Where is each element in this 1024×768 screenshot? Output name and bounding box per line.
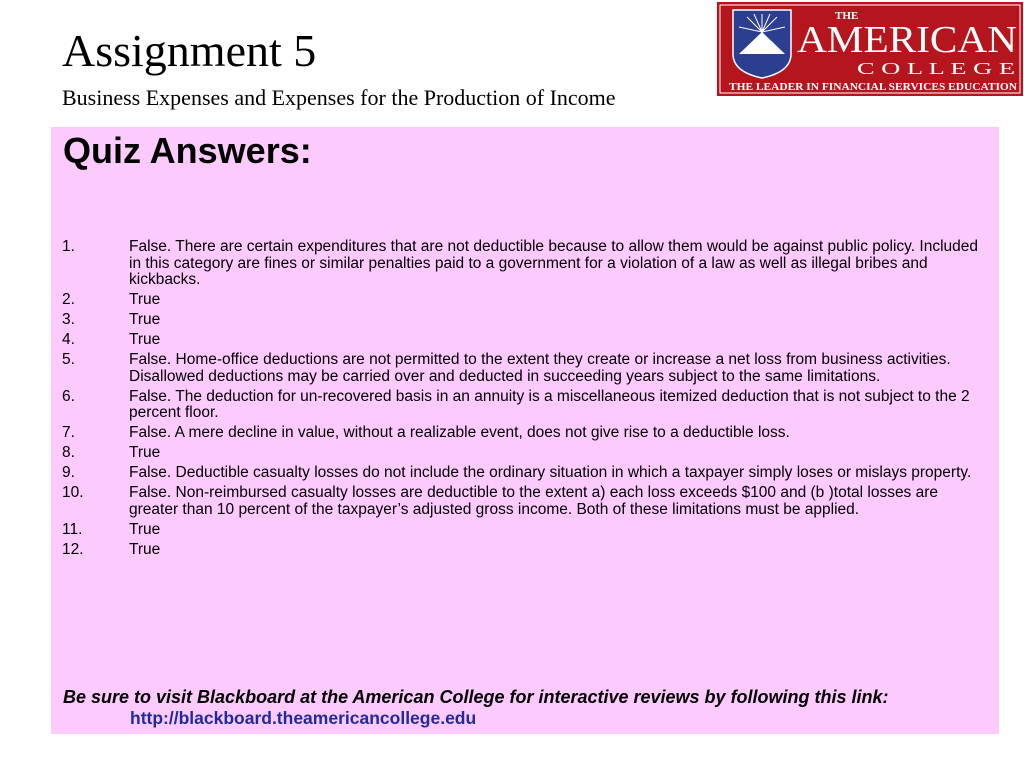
answer-text: False. There are certain expenditures that are not deductible because to allow them would be against public policy. Included in this category are fines or similar penalties paid to a government for a violation of a law as well as illegal bribes and kickbacks. — [129, 238, 978, 288]
list-item — [62, 465, 982, 482]
list-item — [62, 239, 982, 289]
logo-tagline-text: THE LEADER IN FINANCIAL SERVICES EDUCATION — [729, 82, 1018, 93]
answer-list — [62, 239, 982, 562]
blackboard-link[interactable]: http://blackboard.theamericancollege.edu — [130, 708, 477, 728]
answer-number: 11. — [62, 520, 83, 538]
answer-text: True — [129, 331, 161, 348]
answer-text: True — [129, 291, 161, 308]
list-item — [62, 445, 982, 462]
answer-number: 7. — [62, 424, 75, 441]
answer-text: True — [129, 540, 161, 558]
slide-title: Assignment 5 — [62, 25, 317, 76]
logo-name-text: AMERICAN — [797, 19, 1017, 61]
list-item — [62, 292, 982, 309]
answer-text: False. Home-office deductions are not permitted to the extent they create or increase a net loss from business activities. Disallowed deductions may be carried over and deducted in succeeding years subject to the same limitations. — [129, 351, 951, 385]
american-college-logo — [717, 2, 1023, 96]
list-item — [62, 522, 982, 539]
answer-number: 10. — [62, 484, 84, 501]
answer-text: True — [129, 311, 161, 328]
answer-number: 3. — [62, 311, 75, 328]
answer-number: 8. — [62, 444, 75, 461]
list-item — [62, 425, 982, 442]
list-item — [62, 352, 982, 385]
answer-number: 6. — [62, 387, 75, 405]
answer-text: True — [129, 520, 161, 538]
list-item — [62, 332, 982, 349]
answer-number: 4. — [62, 331, 75, 348]
answer-number: 2. — [62, 291, 75, 308]
answer-text: False. Non-reimbursed casualty losses are deductible to the extent a) each loss exceeds $100 and (b )total losses are greater than 10 percent of the taxpayer’s adjusted gross income. Both of these limitations must be applied. — [129, 484, 939, 518]
answer-number: 12. — [62, 540, 84, 558]
answer-text: False. The deduction for un-recovered basis in an annuity is a miscellaneous itemized deduction that is not subject to the 2 percent floor. — [129, 387, 970, 421]
answer-number: 5. — [62, 351, 75, 368]
list-item — [62, 312, 982, 329]
answer-text: True — [129, 444, 161, 461]
logo-college-text: C O L L E G E — [857, 59, 1015, 78]
list-item — [62, 542, 982, 559]
answer-number: 9. — [62, 464, 75, 481]
blackboard-note: Be sure to visit Blackboard at the American College for interactive reviews by following this link: — [63, 687, 889, 707]
logo-the-text: THE — [835, 10, 859, 22]
answer-text: False. Deductible casualty losses do not include the ordinary situation in which a taxpayer simply loses or mislays property. — [129, 464, 972, 481]
answer-text: False. A mere decline in value, without a realizable event, does not give rise to a deductible loss. — [129, 424, 790, 441]
slide-subtitle: Business Expenses and Expenses for the Production of Income — [62, 85, 616, 110]
list-item — [62, 485, 982, 518]
logo-graphic — [717, 2, 1023, 96]
quiz-answers-heading: Quiz Answers: — [63, 130, 312, 171]
answer-number: 1. — [62, 238, 75, 255]
list-item — [62, 389, 982, 422]
